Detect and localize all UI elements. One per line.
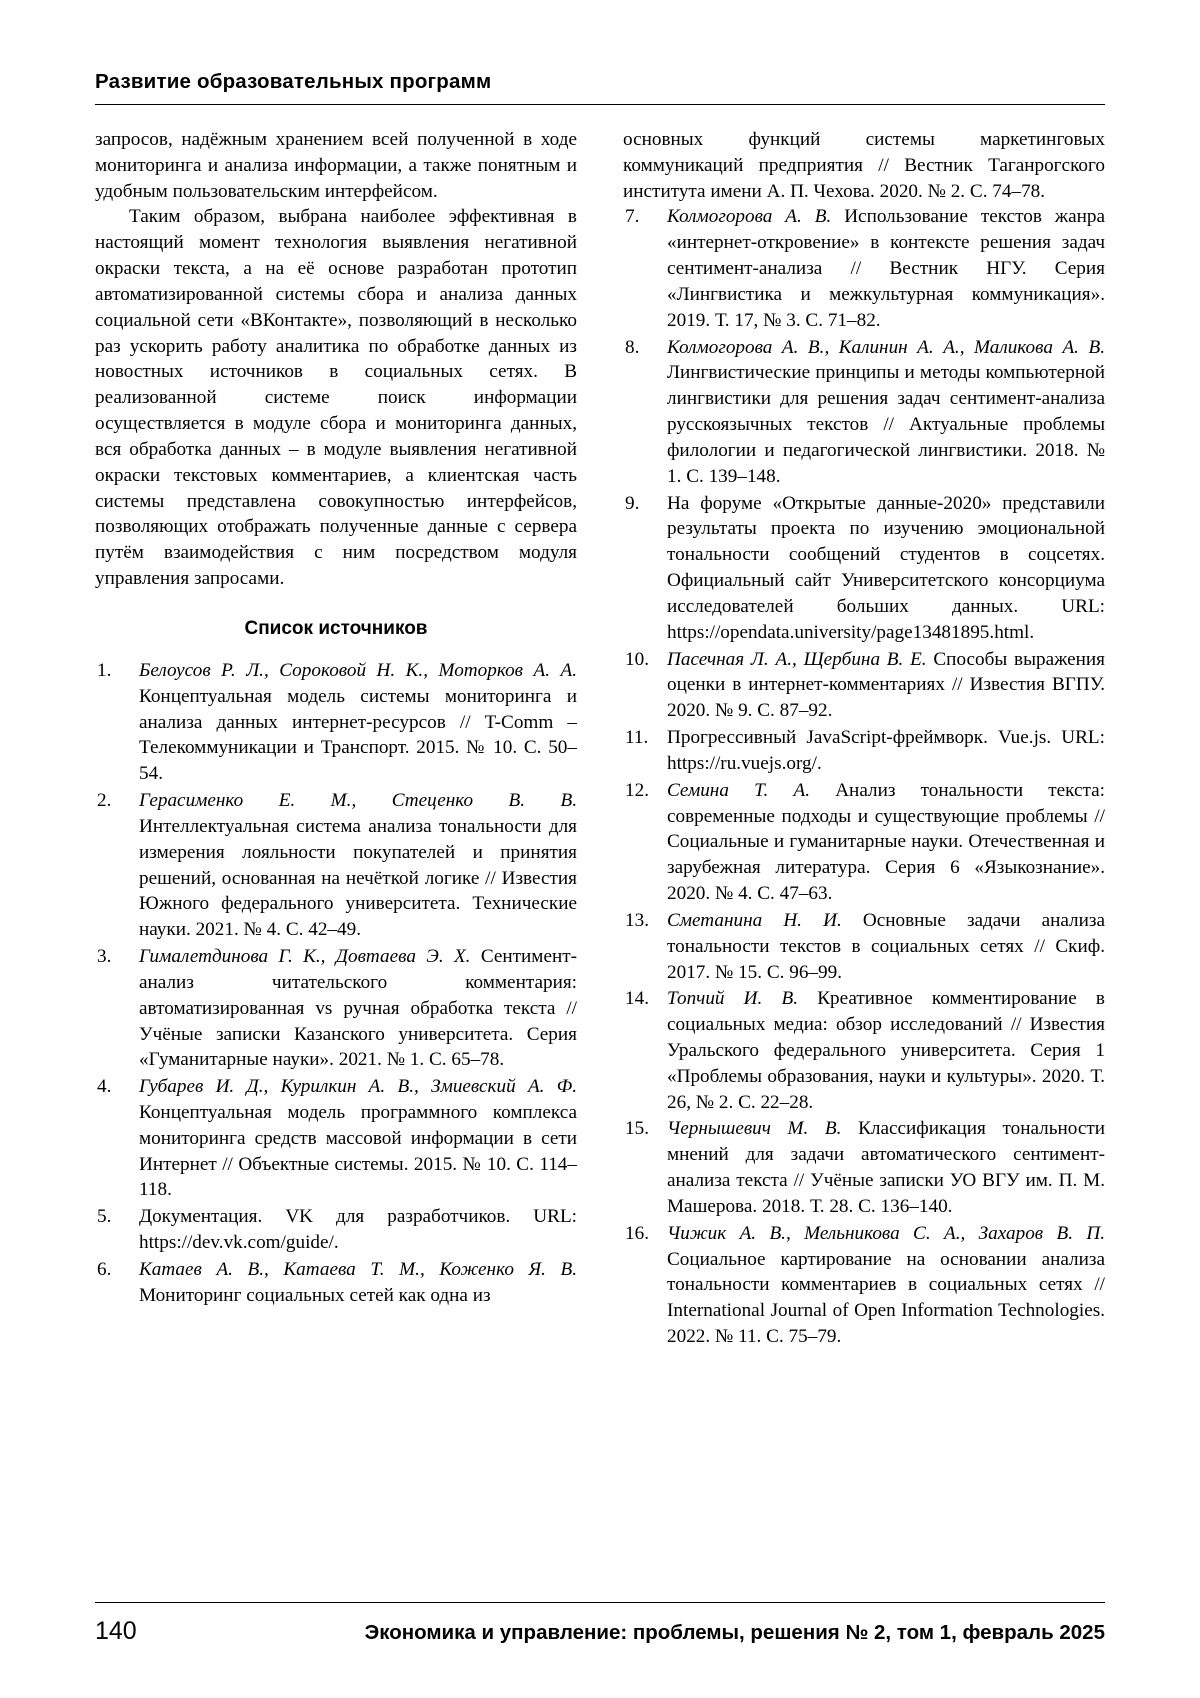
reference-continuation: основных функций системы маркетинговых коммуникаций предприятия // Вестник Таганрогского института имени А. П. Чехова. 2020. № 2. С. 74–78. [623,129,1105,202]
reference-text: На форуме «Открытые данные-2020» представили результаты проекта по изучению эмоциональной тональности сообщений студентов в соцсетях. Официальный сайт Университетского консорциума исследователей больших данных. URL: https://opendata.university/page13481895.html. [667,492,1105,643]
reference-text: Лингвистические принципы и методы компьютерной лингвистики для решения задач сентимент-анализа русскоязычных текстов // Актуальные проблемы филологии и педагогической лингвистики. 2018. № 1. С. 139–148. [667,362,1105,487]
reference-text: Социальное картирование на основании анализа тональности комментариев в социальных сетях // International Journal of Open Information Technologies. 2022. № 11. С. 75–79. [667,1248,1105,1348]
reference-authors: Чернышевич М. В. [667,1118,842,1140]
reference-item [95,788,577,943]
journal-issue-line: Экономика и управление: проблемы, решения № 2, том 1, февраль 2025 [364,1621,1105,1644]
references-list-right [623,204,1105,1349]
reference-text: Мониторинг социальных сетей как одна из [139,1284,491,1306]
header-divider [95,104,1105,105]
footer-divider [95,1602,1105,1603]
reference-item [623,725,1105,777]
left-column [95,127,577,1310]
reference-authors: Гималетдинова Г. К., Довтаева Э. Х. [139,946,471,968]
reference-text: Анализ тональности текста: современные подходы и существующие проблемы // Социальные и гуманитарные науки. Отечественная и зарубежная литература. Серия 6 «Языкознание». 2020. № 4. С. 47–63. [667,779,1105,905]
reference-authors: Белоусов Р. Л., Сороковой Н. К., Моторков А. А. [139,659,577,681]
reference-item [623,1221,1105,1350]
reference-item [95,658,577,787]
reference-item [623,986,1105,1115]
reference-text: Концептуальная модель системы мониторинга и анализа данных интернет-ресурсов // T-Comm – Телекоммуникации и Транспорт. 2015. № 10. С. 50–54. [139,685,577,785]
page-header [95,70,1105,105]
footer-row [95,1617,1105,1646]
reference-text: Креативное комментирование в социальных медиа: обзор исследований // Известия Уральского федерального университета. Серия 1 «Проблемы образования, науки и культуры». 2020. Т. 26, № 2. С. 22–28. [667,988,1105,1113]
reference-text: Интеллектуальная система анализа тональности для измерения лояльности покупателей и принятия решений, основанная на нечёткой логике // Известия Южного федерального университета. Технические науки. 2021. № 4. С. 42–49. [139,815,577,941]
reference-text: Классификация тональности мнений для задачи автоматического сентимент-анализа текста // Учёные записки УО ВГУ им. П. М. Машерова. 2018. Т. 28. С. 136–140. [667,1118,1105,1217]
reference-text: Способы выражения оценки в интернет-комментариях // Известия ВГПУ. 2020. № 9. С. 87–92. [667,648,1105,722]
reference-text: Концептуальная модель программного комплекса мониторинга средств массовой информации в сети Интернет // Объектные системы. 2015. № 10. С. 114–118. [139,1101,577,1201]
reference-item [623,778,1105,907]
two-column-body [95,127,1105,1351]
reference-authors: Губарев И. Д., Курилкин А. В., Змиевский А. Ф. [139,1076,577,1098]
running-head-title: Развитие образовательных программ [95,70,492,93]
reference-authors: Пасечная Л. А., Щербина В. Е. [667,648,927,670]
reference-text: Документация. VK для разработчиков. URL: https://dev.vk.com/guide/. [139,1206,577,1254]
reference-item [623,204,1105,333]
reference-item [95,1257,577,1309]
right-column [623,127,1105,1351]
reference-item [623,1116,1105,1219]
reference-authors: Герасименко Е. М., Стеценко В. В. [139,790,577,812]
reference-text: Основные задачи анализа тональности текстов в социальных сетях // Скиф. 2017. № 15. С. 96–99. [667,909,1105,983]
page-number: 140 [95,1617,137,1645]
references-list-left [95,658,577,1309]
reference-authors: Топчий И. В. [667,988,799,1010]
reference-item [623,335,1105,490]
reference-item [95,1204,577,1256]
reference-text: Сентимент-анализ читательского комментария: автоматизированная vs ручная обработка текста // Учёные записки Казанского университета. Серия «Гуманитарные науки». 2021. № 1. С. 65–78. [139,946,577,1071]
reference-item [623,491,1105,646]
reference-authors: Сметанина Н. И. [667,909,842,931]
reference-authors: Катаев А. В., Катаева Т. М., Коженко Я. В. [139,1258,577,1280]
paragraph-continuation: запросов, надёжным хранением всей полученной в ходе мониторинга и анализа информации, а также понятным и удобным пользовательским интерфейсом. [95,129,577,202]
reference-authors: Семина Т. А. [667,779,811,801]
reference-authors: Чижик А. В., Мельникова С. А., Захаров В. П. [667,1222,1105,1244]
reference-item [95,944,577,1073]
reference-item [623,908,1105,985]
reference-authors: Колмогорова А. В., Калинин А. А., Маликова А. В. [667,336,1105,358]
reference-text: Использование текстов жанра «интернет-откровение» в контексте решения задач сентимент-анализа // Вестник НГУ. Серия «Лингвистика и межкультурная коммуникация». 2019. Т. 17, № 3. С. 71–82. [667,206,1105,331]
reference-authors: Колмогорова А. В. [667,206,832,228]
page-footer [95,1602,1105,1646]
reference-item [95,1074,577,1203]
reference-text: Прогрессивный JavaScript-фреймворк. Vue.js. URL: https://ru.vuejs.org/. [667,727,1105,774]
reference-item [623,647,1105,724]
paragraph-conclusion: Таким образом, выбрана наиболее эффективная в настоящий момент технология выявления негативной окраски текста, а на её основе разработан прототип автоматизированной системы сбора и анализа данных социальной сети «ВКонтакте», позволяющий в несколько раз ускорить работу аналитика по обработке данных из новостных источников в социальных сетях. В реализованной системе поиск информации осуществляется в модуле сбора и мониторинга данных, вся обработка данных – в модуле выявления негативной окраски текстовых комментариев, а клиентская часть системы представлена совокупностью интерфейсов, позволяющих отображать полученные данные с сервера путём взаимодействия с ним посредством модуля управления запросами. [95,206,577,590]
references-heading: Список источников [244,617,428,639]
